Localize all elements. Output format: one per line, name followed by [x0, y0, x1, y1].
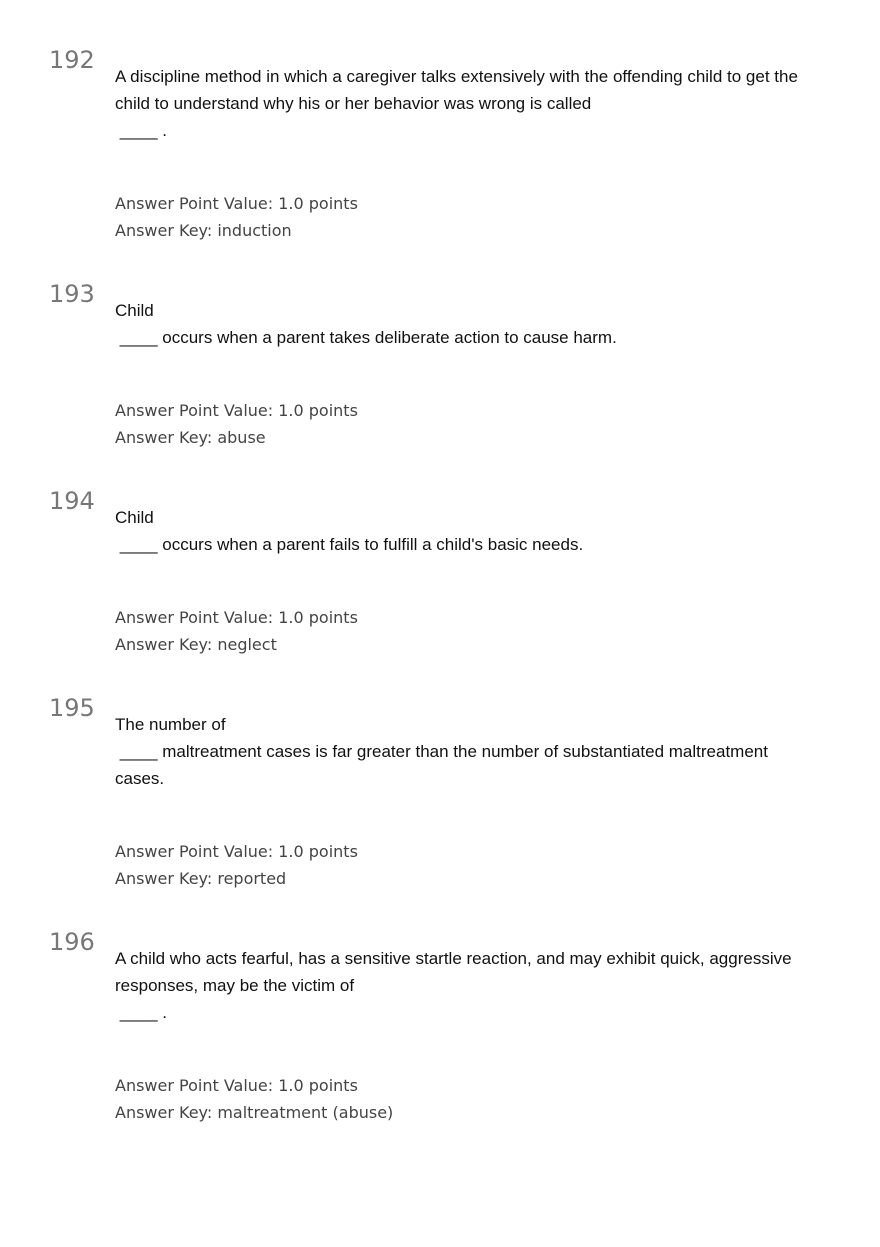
question-number: 195 [49, 694, 95, 722]
answer-info [115, 838, 815, 892]
question-number: 194 [49, 487, 95, 515]
answer-point-value: Answer Point Value: 1.0 points [115, 608, 358, 627]
answer-key: Answer Key: abuse [115, 428, 266, 447]
question-text-line: child to understand why his or her behavior was wrong is called [115, 94, 592, 113]
question-text-line: ____ maltreatment cases is far greater than the number of substantiated maltreatment [115, 742, 768, 761]
question-text-line: cases. [115, 769, 165, 788]
answer-key: Answer Key: reported [115, 869, 287, 888]
question-number: 193 [49, 280, 95, 308]
question-text [115, 63, 845, 144]
question-text-line: A discipline method in which a caregiver talks extensively with the offending child to get the [115, 67, 798, 86]
question-text-line: ____ occurs when a parent takes deliberate action to cause harm. [115, 328, 617, 347]
question-text [115, 711, 845, 792]
answer-info [115, 1072, 815, 1126]
question-number: 192 [49, 46, 95, 74]
question-text-line: Child [115, 508, 154, 527]
answer-blank: ____ . [115, 121, 167, 140]
answer-key: Answer Key: maltreatment (abuse) [115, 1103, 394, 1122]
answer-key: Answer Key: induction [115, 221, 292, 240]
question-text [115, 945, 845, 1026]
answer-info [115, 190, 815, 244]
question-text-line: A child who acts fearful, has a sensitive startle reaction, and may exhibit quick, aggressive [115, 949, 792, 968]
answer-key: Answer Key: neglect [115, 635, 277, 654]
answer-info [115, 604, 815, 658]
answer-point-value: Answer Point Value: 1.0 points [115, 842, 358, 861]
question-text-line: Child [115, 301, 154, 320]
answer-info [115, 397, 815, 451]
question-text [115, 297, 845, 351]
question-text [115, 504, 845, 558]
question-text-line: The number of [115, 715, 226, 734]
question-text-line: responses, may be the victim of [115, 976, 355, 995]
answer-point-value: Answer Point Value: 1.0 points [115, 194, 358, 213]
answer-blank: ____ . [115, 1003, 167, 1022]
question-number: 196 [49, 928, 95, 956]
answer-point-value: Answer Point Value: 1.0 points [115, 401, 358, 420]
answer-point-value: Answer Point Value: 1.0 points [115, 1076, 358, 1095]
question-text-line: ____ occurs when a parent fails to fulfill a child's basic needs. [115, 535, 584, 554]
